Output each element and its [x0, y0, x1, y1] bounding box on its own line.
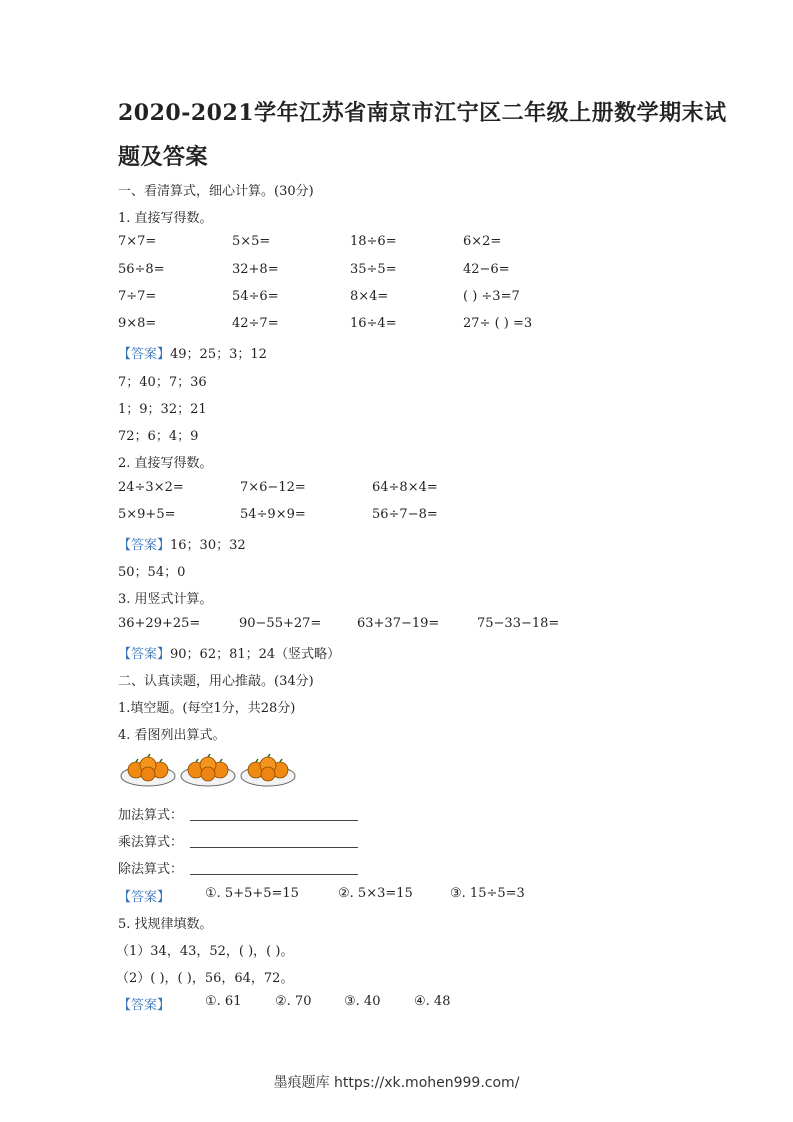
answer-tag: 【答案】	[118, 998, 171, 1013]
section-1-heading: 一、看清算式，细心计算。(30分)	[118, 184, 314, 199]
q2-answer-line: 50；54；0	[118, 565, 186, 580]
q1-item: 42−6=	[463, 262, 510, 277]
page-title: 2020-2021学年江苏省南京市江宁区二年级上册数学期末试	[118, 100, 727, 126]
plate-of-oranges-image	[180, 752, 236, 788]
section-2-heading: 二、认真读题，用心推敲。(34分)	[118, 674, 314, 689]
q5-answer-item: ②. 70	[275, 994, 312, 1009]
section-2-subheading: 1.填空题。(每空1分，共28分)	[118, 701, 296, 716]
q5-answer-item: ③. 40	[344, 994, 381, 1009]
q3-label: 3. 用竖式计算。	[118, 592, 213, 607]
q1-item: 6×2=	[463, 234, 502, 249]
q5-label: 5. 找规律填数。	[118, 917, 213, 932]
answer-tag: 【答案】	[118, 890, 171, 905]
q1-item: ( ) ÷3=7	[463, 289, 520, 304]
q2-item: 54÷9×9=	[240, 507, 306, 522]
q3-item: 90−55+27=	[239, 616, 322, 631]
q3-item: 75−33−18=	[477, 616, 560, 631]
addition-answer-blank[interactable]	[190, 820, 358, 821]
division-field-label: 除法算式：	[118, 862, 184, 877]
q2-answer	[118, 534, 246, 553]
q5-answer-item: ①. 61	[205, 994, 242, 1009]
q1-item: 7÷7=	[118, 289, 157, 304]
plate-of-oranges-image	[240, 752, 296, 788]
q5-line-1: （1）34，43，52，( )，( )。	[116, 944, 294, 959]
q1-answer-line: 7；40；7；36	[118, 375, 207, 390]
q1-item: 8×4=	[350, 289, 389, 304]
q5-answer-item: ④. 48	[414, 994, 451, 1009]
addition-field-label: 加法算式：	[118, 808, 184, 823]
q1-item: 32+8=	[232, 262, 279, 277]
footer-link[interactable]: 墨痕题库 https://xk.mohen999.com/	[273, 1075, 520, 1091]
q1-item: 54÷6=	[232, 289, 279, 304]
q5-answer-tag	[118, 994, 170, 1013]
multiplication-field-label: 乘法算式：	[118, 835, 184, 850]
page-title-continued: 题及答案	[118, 144, 209, 170]
q1-answer-line: 1；9；32；21	[118, 402, 207, 417]
division-answer-blank[interactable]	[190, 874, 358, 875]
q4-answer-item: ③. 15÷5=3	[450, 886, 525, 901]
q2-label: 2. 直接写得数。	[118, 456, 213, 471]
q1-item: 18÷6=	[350, 234, 397, 249]
q1-item: 27÷ ( ) =3	[463, 316, 533, 331]
q1-item: 16÷4=	[350, 316, 397, 331]
q1-label: 1. 直接写得数。	[118, 211, 213, 226]
q3-item: 63+37−19=	[357, 616, 440, 631]
q4-answer-item: ①. 5+5+5=15	[205, 886, 299, 901]
answer-tag: 【答案】	[118, 347, 171, 362]
q2-item: 5×9+5=	[118, 507, 176, 522]
q2-item: 56÷7−8=	[372, 507, 438, 522]
q1-item: 35÷5=	[350, 262, 397, 277]
q4-answer-tag	[118, 886, 170, 905]
multiplication-answer-blank[interactable]	[190, 847, 358, 848]
answer-text: 90；62；81；24（竖式略）	[170, 647, 341, 662]
q1-item: 9×8=	[118, 316, 157, 331]
q1-answer	[118, 343, 267, 362]
answer-tag: 【答案】	[118, 647, 171, 662]
q3-answer	[118, 643, 340, 662]
answer-text: 16；30；32	[170, 538, 246, 553]
q1-answer-line: 72；6；4；9	[118, 429, 199, 444]
answer-tag: 【答案】	[118, 538, 171, 553]
q2-item: 24÷3×2=	[118, 480, 184, 495]
q1-item: 56÷8=	[118, 262, 165, 277]
plate-of-oranges-image	[120, 752, 176, 788]
q4-label: 4. 看图列出算式。	[118, 728, 226, 743]
q1-item: 7×7=	[118, 234, 157, 249]
q4-answer-item: ②. 5×3=15	[338, 886, 413, 901]
q2-item: 7×6−12=	[240, 480, 306, 495]
answer-text: 49；25；3；12	[170, 347, 267, 362]
q5-line-2: （2）( )，( )，56，64，72。	[116, 971, 294, 986]
q1-item: 5×5=	[232, 234, 271, 249]
q2-item: 64÷8×4=	[372, 480, 438, 495]
q1-item: 42÷7=	[232, 316, 279, 331]
q3-item: 36+29+25=	[118, 616, 201, 631]
